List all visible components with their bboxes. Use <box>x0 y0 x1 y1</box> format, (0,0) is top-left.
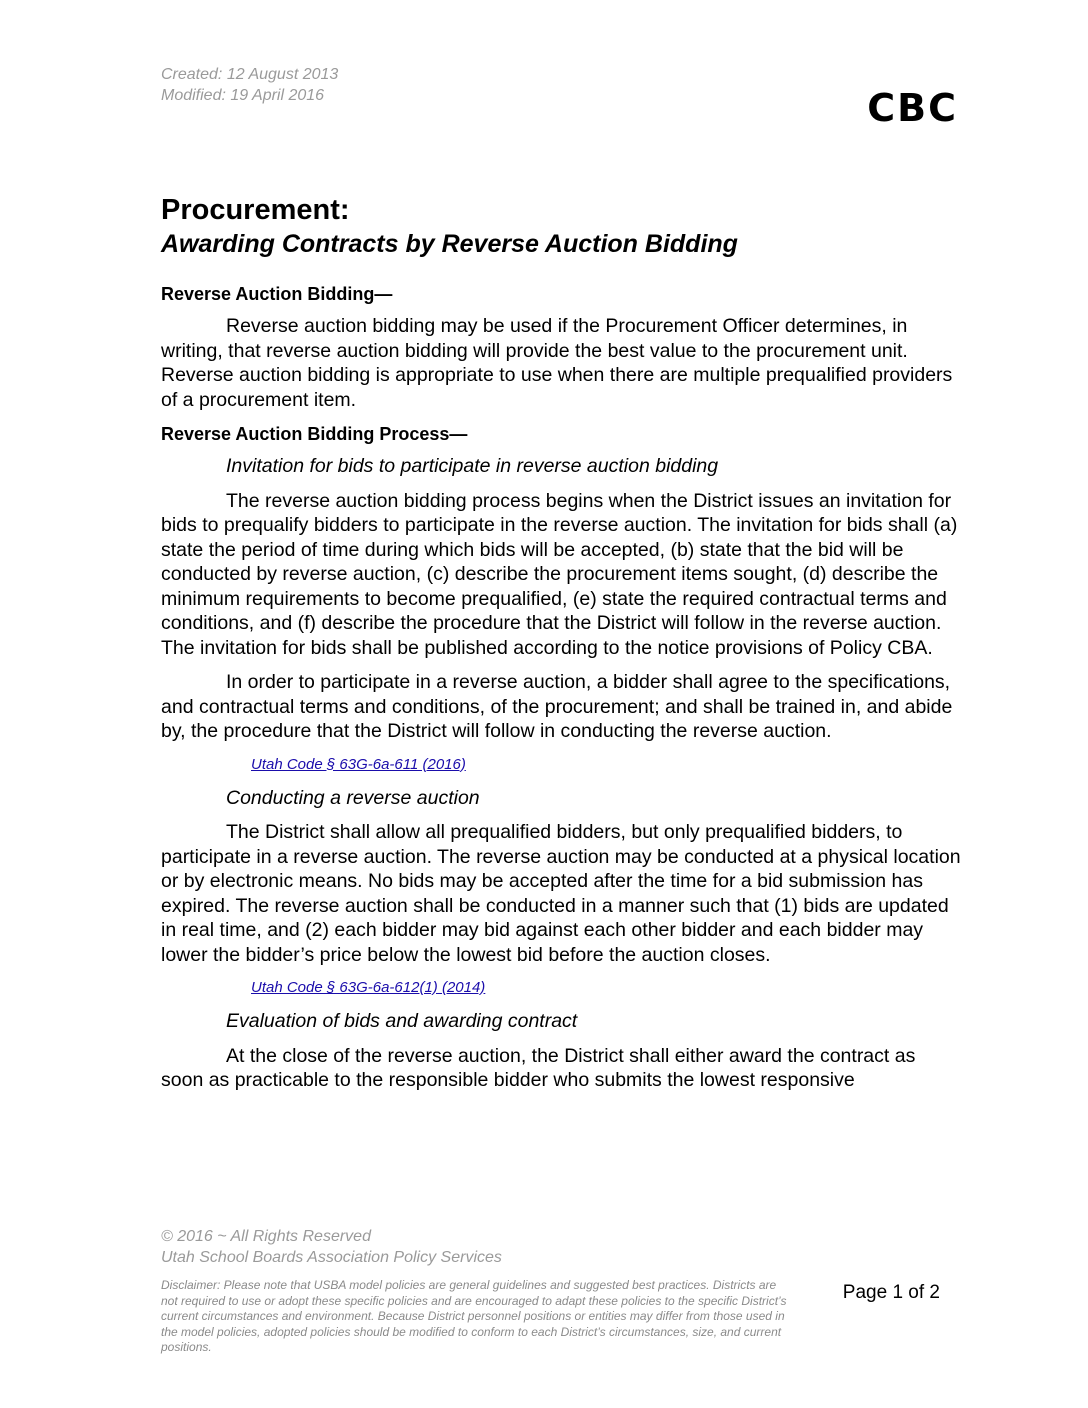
subheading-conducting: Conducting a reverse auction <box>226 786 480 809</box>
citation-611 <box>161 754 961 776</box>
section1-paragraph: Reverse auction bidding may be used if the Procurement Officer determines, in writing, that reverse auction bidding will provide the best value to the procurement unit. Reverse auction bidding is appropriate to use when there are multiple prequalified providers of a procurement item. <box>161 315 953 411</box>
title-main: Procurement: <box>161 194 350 226</box>
subheading-evaluation: Evaluation of bids and awarding contract <box>226 1010 578 1032</box>
copyright: © 2016 ~ All Rights Reserved <box>161 1228 371 1245</box>
citation-link-612[interactable]: Utah Code § 63G-6a-612(1) (2014) <box>251 979 486 996</box>
page-number: Page 1 of 2 <box>842 1282 940 1303</box>
conducting-paragraph: The District shall allow all prequalified bidders, but only prequalified bidders, to participate in a reverse auction. The reverse auction may be conducted at a physical location or by electronic means. No bids may be accepted after the time for a bid submission has expired. The reverse auction shall be conducted in a manner such that (1) bids are updated in real time, and (2) each bidder may bid against each other bidder and each bidder may lower the bidder’s price below the lowest bid before the auction closes. <box>161 821 961 966</box>
section2-heading: Reverse Auction Bidding Process— <box>161 424 468 444</box>
evaluation-paragraph: At the close of the reverse auction, the District shall either award the contract as soon as practicable to the responsible bidder who submits the lowest responsive <box>161 1044 916 1091</box>
document-body <box>161 282 961 1103</box>
citation-link-611[interactable]: Utah Code § 63G-6a-611 (2016) <box>251 755 466 773</box>
created-date: Created: 12 August 2013 <box>161 66 339 83</box>
invitation-paragraph-2: In order to participate in a reverse auction, a bidder shall agree to the specifications, and contractual terms and conditions, of the procurement; and shall be trained in, and abide by, the procedure that the District will follow in conducting the reverse auction. <box>161 671 953 742</box>
invitation-paragraph-1: The reverse auction bidding process begins when the District issues an invitation for bids to prequalify bidders to participate in the reverse auction. The invitation for bids shall (a) state the period of time during which bids will be accepted, (b) state that the bid will be conducted by reverse auction, (c) describe the procurement items sought, (d) describe the minimum requirements to become prequalified, (e) state the required contractual terms and conditions, and (f) describe the procedure that the District will follow in the reverse auction. The invitation for bids shall be published according to the notice provisions of Policy CBA. <box>161 489 958 659</box>
citation-612 <box>161 977 961 999</box>
title-subtitle: Awarding Contracts by Reverse Auction Bidding <box>161 230 738 258</box>
document-meta <box>161 64 338 106</box>
organization: Utah School Boards Association Policy Services <box>161 1249 502 1266</box>
policy-code: CBC <box>867 86 958 130</box>
section1-heading: Reverse Auction Bidding— <box>161 284 393 304</box>
subheading-invitation: Invitation for bids to participate in reverse auction bidding <box>226 455 719 477</box>
disclaimer: Disclaimer: Please note that USBA model policies are general guidelines and suggested best practices. Districts are not required to use or adopt these specific policies and are encouraged to adapt these policies to the specific District’s current circumstances and environment. Because District personnel positions or entities may differ from those used in the model policies, adopted policies should be modified to conform to each District’s circumstances, size, and current positions. <box>161 1278 787 1354</box>
footer <box>161 1226 502 1268</box>
document-title <box>161 193 961 261</box>
modified-date: Modified: 19 April 2016 <box>161 87 325 104</box>
